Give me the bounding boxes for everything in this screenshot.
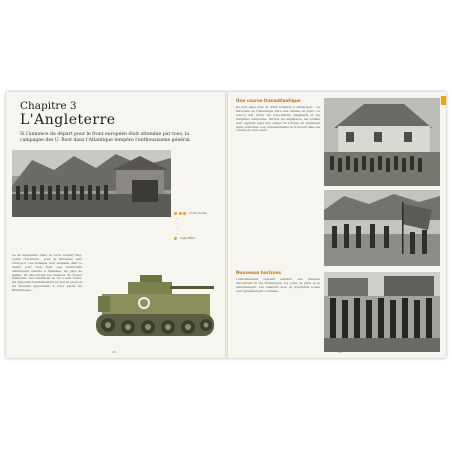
book-spread [6, 92, 446, 358]
page-tab-marker [441, 96, 446, 105]
section-heading-crossing: Une course transatlantique [236, 98, 301, 103]
page-number-left: 28 [112, 350, 116, 354]
photo-cottage-troops [324, 98, 440, 186]
tank-illustration [92, 270, 220, 348]
photo-soldiers-village [12, 150, 171, 217]
left-column-text: Le 24 septembre 1942, le 101st Cavalry Reg. quitte l'Intérieur... pour la traversée vers Liverpool. Les hommes sont entassés dans le navire pour New York. Les Américains débarquent ensuite à Swansea, au pays de Galles. Ils découvrent les maisons de Gower Peninsula. Les conditions de vie y sont rudes. Un dispositif d'entraînement se met en place et les hommes apprennent à vivre parmi les Britanniques... [12, 254, 82, 293]
gutter [225, 92, 228, 358]
photo-soldiers-crowd [324, 272, 440, 352]
chapter-number: Chapitre 3 [20, 100, 77, 112]
tank-legend: Unité blindée ... ... ... ... Sigle M8A1 [176, 212, 207, 240]
right-column-text-2: L'entraînement reprend aussitôt. Les hommes découvrent la vie britannique, les pubs, la pluie et le rationnement. Les relations avec la population locale sont généralement cordiales... [236, 278, 320, 293]
chapter-title: L'Angleterre [20, 112, 116, 128]
section-heading-horizons: Nouveaux horizons [236, 270, 282, 275]
chapter-intro: Si l'annonce du départ pour le front européen était attendue par tous, la campagne des U. Boot dans l'Atlantique tempère l'enthousiasme général. [20, 132, 191, 143]
photo-parade-flag [324, 190, 440, 266]
page-number-right: 29 [338, 350, 342, 354]
right-column-text-1: Ils sont ainsi près de 4000 hommes à embarquer... La traversée de l'Atlantique dure une dizaine de jours. Le convoi doit éviter les sous-marins allemands et les tempêtes d'automne. Arrivés en Angleterre, les soldats sont répartis dans des camps de fortune en attendant leurs véhicules. Les cantonnements se trouvent dans les comtés du sud-ouest... [236, 106, 320, 133]
